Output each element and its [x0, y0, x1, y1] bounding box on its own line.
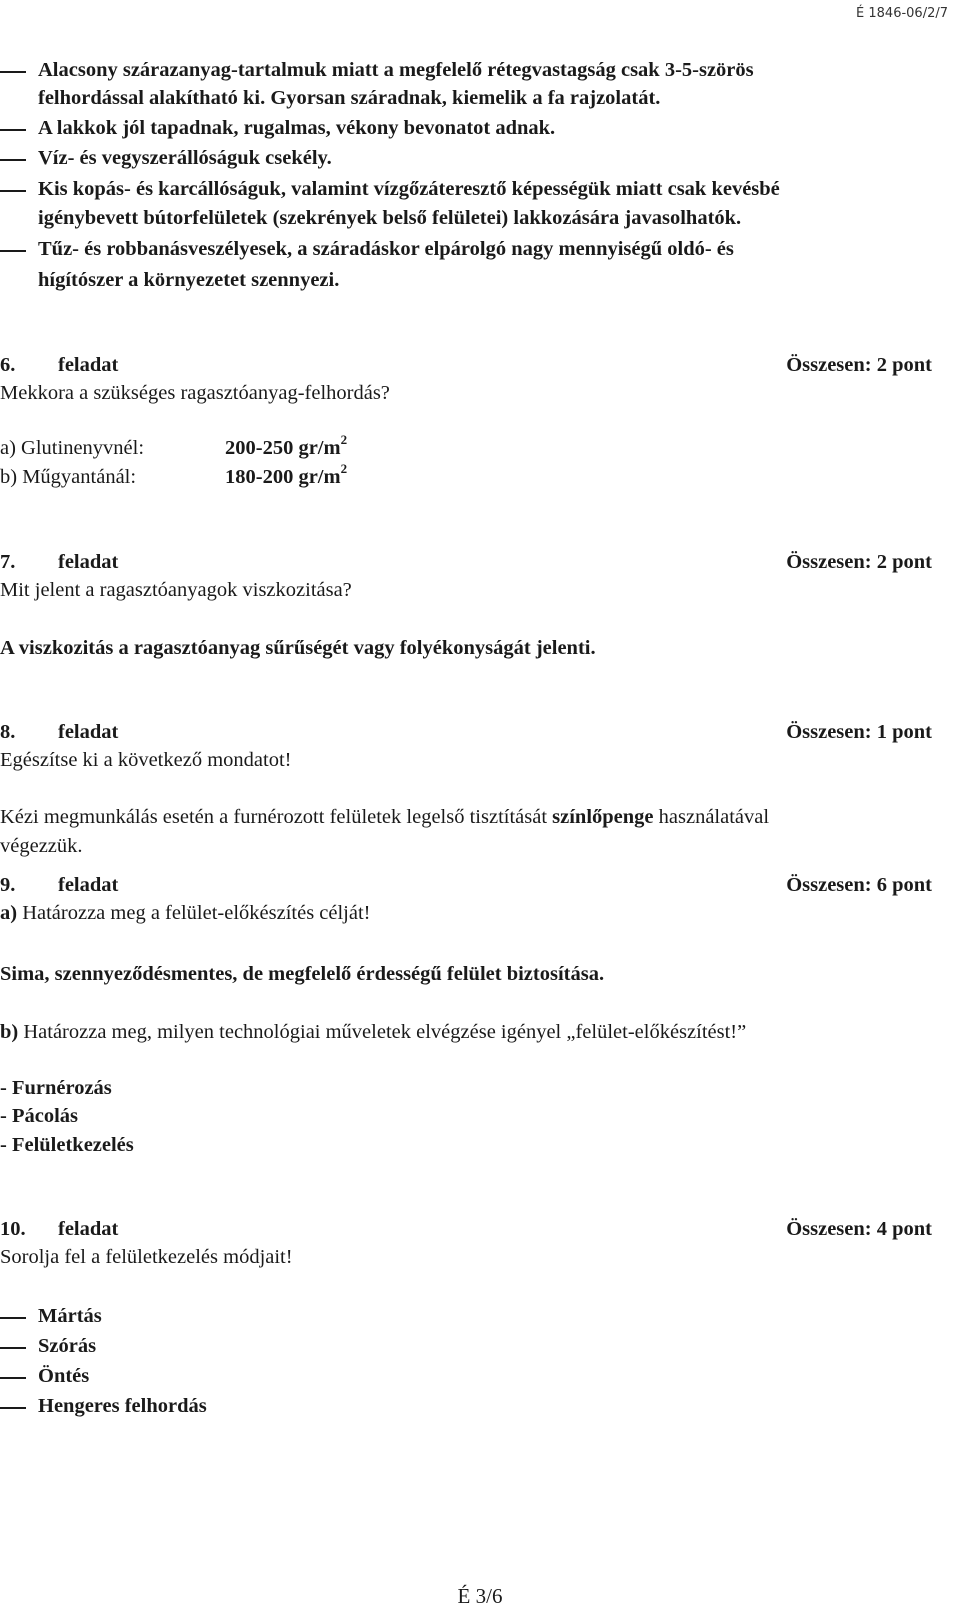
bullet-text: felhordással alakítható ki. Gyorsan száradnak, kiemelik a fa rajzolatát. — [38, 87, 661, 109]
answer-value-text: 200-250 gr/m — [225, 437, 341, 459]
question-text: Mekkora a szükséges ragasztóanyag-felhordás? — [0, 382, 390, 404]
bullet-text: Víz- és vegyszerállóságuk csekély. — [38, 147, 332, 169]
task-points: Összesen: 2 pont — [786, 354, 932, 376]
dash-marker — [0, 1347, 26, 1349]
answer-text: Mártás — [38, 1305, 102, 1327]
bullet-text: A lakkok jól tapadnak, rugalmas, vékony bevonatot adnak. — [38, 117, 556, 139]
task-points: Összesen: 4 pont — [786, 1218, 932, 1240]
task-number: 10. — [0, 1218, 26, 1240]
sentence-after: használatával — [653, 806, 770, 828]
answer-text: Öntés — [38, 1365, 90, 1387]
task-label: feladat — [58, 721, 119, 743]
task-number: 8. — [0, 721, 16, 743]
bullet-text: igénybevett bútorfelületek (szekrények belső felületei) lakkozására javasolhatók. — [38, 207, 742, 229]
answer-text: - Furnérozás — [0, 1077, 112, 1099]
answer-value-text: 180-200 gr/m — [225, 466, 341, 488]
answer-text: A viszkozitás a ragasztóanyag sűrűségét vagy folyékonyságát jelenti. — [0, 637, 596, 659]
answer-text: Hengeres felhordás — [38, 1395, 207, 1417]
task-points: Összesen: 6 pont — [786, 874, 932, 896]
document-code: É 1846-06/2/7 — [856, 6, 948, 21]
sentence-text — [0, 803, 769, 832]
sub-marker: a) — [0, 902, 18, 924]
answer-text: Szórás — [38, 1335, 97, 1357]
answer-value — [225, 434, 347, 463]
task-points: Összesen: 2 pont — [786, 551, 932, 573]
bullet-text: Alacsony szárazanyag-tartalmuk miatt a megfelelő rétegvastagság csak 3-5-szörös — [38, 59, 754, 81]
task-label: feladat — [58, 874, 119, 896]
answer-text: - Pácolás — [0, 1105, 78, 1127]
dash-marker — [0, 190, 26, 192]
dash-marker — [0, 1377, 26, 1379]
task-label: feladat — [58, 551, 119, 573]
superscript: 2 — [340, 432, 348, 448]
bullet-text: hígítószer a környezetet szennyezi. — [38, 269, 340, 291]
sub-question: Határozza meg a felület-előkészítés célját! — [17, 902, 371, 924]
task-number: 6. — [0, 354, 16, 376]
bullet-text: Kis kopás- és karcállóságuk, valamint vízgőzáteresztő képességük miatt csak kevésbé — [38, 178, 780, 200]
question-text: Egészítse ki a következő mondatot! — [0, 749, 292, 771]
sub-marker: b) — [0, 1021, 19, 1043]
sub-question: Határozza meg, milyen technológiai műveletek elvégzése igényel „felület-előkészítést!” — [18, 1021, 747, 1043]
dash-marker — [0, 129, 26, 131]
dash-marker — [0, 1317, 26, 1319]
question-text — [0, 1018, 746, 1047]
answer-value — [225, 463, 347, 492]
task-label: feladat — [58, 354, 119, 376]
dash-marker — [0, 250, 26, 252]
question-text: Mit jelent a ragasztóanyagok viszkozitása? — [0, 579, 352, 601]
dash-marker — [0, 159, 26, 161]
question-text: Sorolja fel a felületkezelés módjait! — [0, 1246, 293, 1268]
bullet-text: Tűz- és robbanásveszélyesek, a száradáskor elpárolgó nagy mennyiségű oldó- és — [38, 238, 734, 260]
page-number: É 3/6 — [457, 1584, 503, 1608]
answer-text: - Felületkezelés — [0, 1134, 134, 1156]
task-number: 9. — [0, 874, 16, 896]
answer-label: a) Glutinenyvnél: — [0, 437, 145, 459]
question-text — [0, 899, 371, 928]
task-points: Összesen: 1 pont — [786, 721, 932, 743]
answer-text: Sima, szennyeződésmentes, de megfelelő érdességű felület biztosítása. — [0, 963, 605, 985]
dash-marker — [0, 1407, 26, 1409]
task-label: feladat — [58, 1218, 119, 1240]
sentence-text: végezzük. — [0, 835, 83, 857]
superscript: 2 — [340, 461, 348, 477]
task-number: 7. — [0, 551, 16, 573]
answer-label: b) Műgyantánál: — [0, 466, 137, 488]
dash-marker — [0, 71, 26, 73]
sentence-before: Kézi megmunkálás esetén a furnérozott felületek legelső tisztítását — [0, 806, 553, 828]
sentence-answer: színlőpenge — [552, 806, 654, 828]
